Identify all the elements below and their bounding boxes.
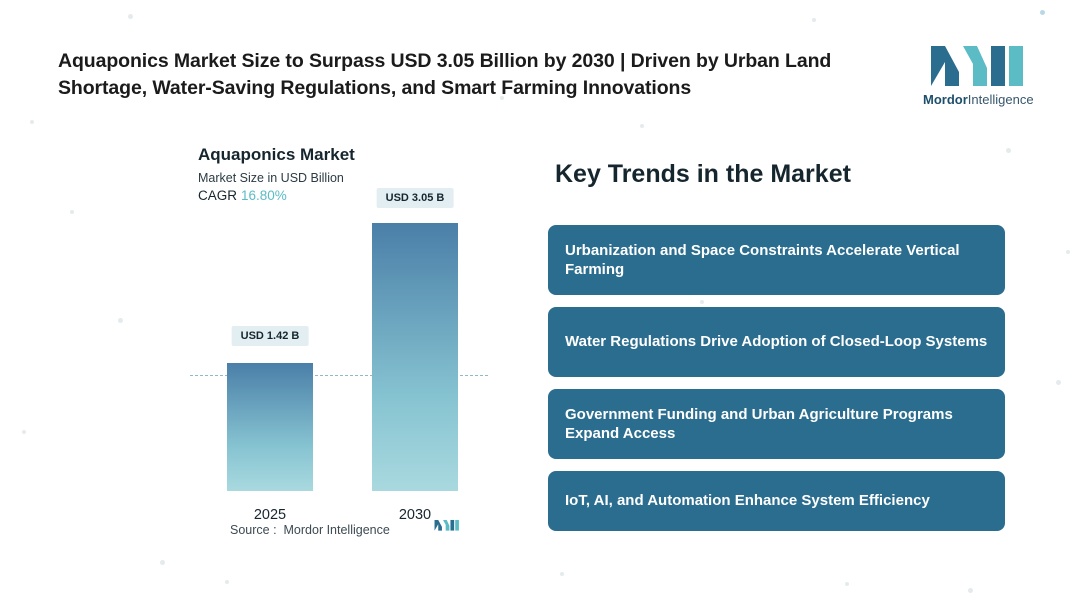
brand-name-bold: Mordor bbox=[923, 92, 968, 107]
source-label: Source : bbox=[230, 523, 277, 537]
source-value: Mordor Intelligence bbox=[283, 523, 390, 537]
trend-card: Government Funding and Urban Agriculture Programs Expand Access bbox=[548, 389, 1005, 459]
brand-name-light: Intelligence bbox=[967, 92, 1034, 107]
decorative-dot bbox=[968, 588, 973, 593]
bar-value-label-2030: USD 3.05 B bbox=[377, 188, 454, 208]
cagr-value: 16.80% bbox=[241, 188, 287, 203]
key-trends-heading: Key Trends in the Market bbox=[555, 160, 851, 188]
bar-category-label-2030: 2030 bbox=[398, 507, 432, 523]
brand-wordmark bbox=[923, 92, 1033, 107]
decorative-dot bbox=[1006, 148, 1011, 153]
bar-value-label-2025: USD 1.42 B bbox=[232, 326, 309, 346]
bar-2030 bbox=[372, 192, 458, 523]
bar-category-label-2025: 2025 bbox=[253, 507, 287, 523]
trend-card: Urbanization and Space Constraints Accelerate Vertical Farming bbox=[548, 225, 1005, 295]
chart-cagr bbox=[198, 188, 518, 203]
aquaponics-market-chart bbox=[198, 145, 518, 545]
decorative-dot bbox=[225, 580, 229, 584]
decorative-dot bbox=[845, 582, 849, 586]
key-trends-list bbox=[548, 225, 1005, 531]
chart-subtitle: Market Size in USD Billion bbox=[198, 171, 344, 185]
decorative-dot bbox=[160, 560, 165, 565]
bar-column-2030 bbox=[372, 223, 458, 491]
chart-source bbox=[230, 523, 390, 537]
decorative-dot bbox=[128, 14, 133, 19]
trend-card: IoT, AI, and Automation Enhance System Efficiency bbox=[548, 471, 1005, 531]
decorative-dot bbox=[640, 124, 644, 128]
decorative-dot bbox=[812, 18, 816, 22]
brand-logo bbox=[923, 42, 1033, 107]
trend-card: Water Regulations Drive Adoption of Closed-Loop Systems bbox=[548, 307, 1005, 377]
bar-2025 bbox=[227, 330, 313, 523]
decorative-dot bbox=[30, 120, 34, 124]
cagr-label: CAGR bbox=[198, 188, 238, 203]
decorative-dot bbox=[1066, 250, 1070, 254]
decorative-dot bbox=[1040, 10, 1045, 15]
decorative-dot bbox=[1056, 380, 1061, 385]
source-logo-icon bbox=[434, 515, 460, 540]
chart-title: Aquaponics Market bbox=[198, 145, 355, 164]
decorative-dot bbox=[22, 430, 26, 434]
decorative-dot bbox=[560, 572, 564, 576]
bar-column-2025 bbox=[227, 363, 313, 491]
decorative-dot bbox=[70, 210, 74, 214]
decorative-dot bbox=[118, 318, 123, 323]
mordor-intelligence-logo-icon bbox=[923, 42, 1033, 88]
page-title: Aquaponics Market Size to Surpass USD 3.05 Billion by 2030 | Driven by Urban Land Shortage, Water-Saving Regulations, and Smart Farming Innovations bbox=[58, 50, 832, 99]
